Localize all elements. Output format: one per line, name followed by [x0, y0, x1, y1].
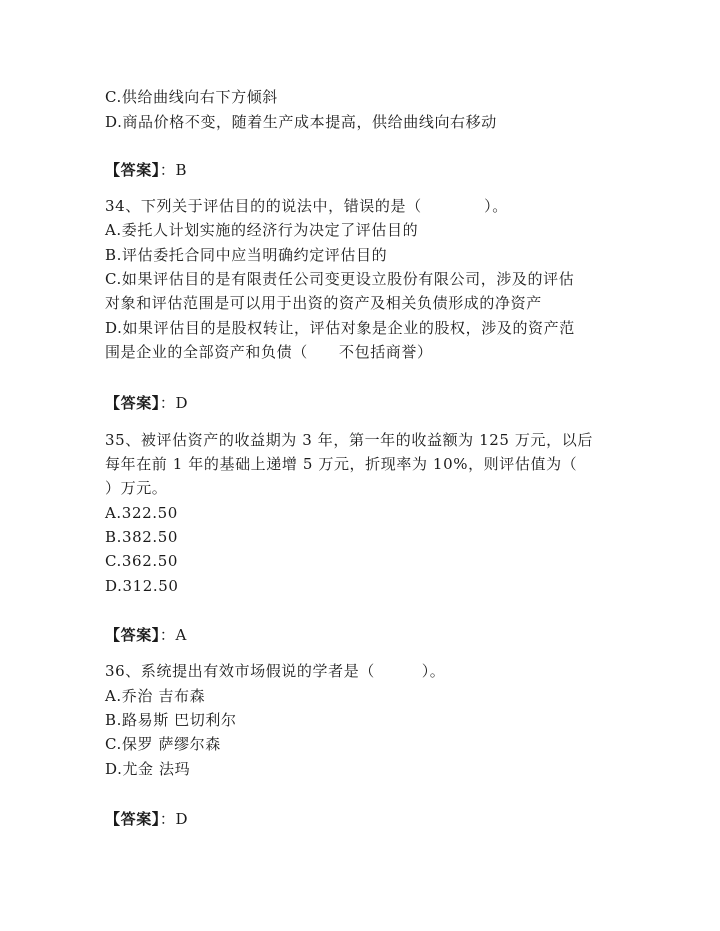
prev-option-d: D.商品价格不变，随着生产成本提高，供给曲线向右移动 [105, 113, 497, 131]
q35-stem-line1: 35、被评估资产的收益期为 3 年，第一年的收益额为 125 万元，以后 [105, 431, 593, 449]
q35-option-d: D.312.50 [105, 577, 179, 595]
answer-label: 【答案】 [105, 394, 160, 412]
q34-option-b: B.评估委托合同中应当明确约定评估目的 [105, 246, 388, 264]
prev-answer [105, 160, 187, 180]
q35-option-b: B.382.50 [105, 528, 179, 546]
q35-stem-line2: 每年在前 1 年的基础上递增 5 万元，折现率为 10%，则评估值为（ [105, 455, 578, 473]
q35-stem-line3: ）万元。 [105, 479, 168, 497]
answer-value: B [175, 161, 188, 179]
q36-option-b: B.路易斯 巴切利尔 [105, 711, 237, 729]
q36-option-c: C.保罗 萨缪尔森 [105, 735, 221, 753]
q34-option-d-line1: D.如果评估目的是股权转让，评估对象是企业的股权，涉及的资产范 [105, 319, 575, 337]
answer-sep: ： [159, 161, 176, 179]
q35-option-a: A.322.50 [105, 504, 178, 522]
q35-answer [105, 625, 187, 645]
answer-label: 【答案】 [105, 810, 160, 828]
q34-answer [105, 393, 188, 413]
q34-option-d-line2: 围是企业的全部资产和负债（ 不包括商誉） [105, 343, 433, 361]
answer-value: D [175, 810, 189, 828]
q34-stem: 34、下列关于评估目的的说法中，错误的是（ ）。 [105, 197, 508, 215]
q36-option-a: A.乔治 吉布森 [105, 687, 206, 705]
q34-option-c-line2: 对象和评估范围是可以用于出资的资产及相关负债形成的净资产 [105, 294, 542, 312]
q36-stem: 36、系统提出有效市场假说的学者是（ ）。 [105, 662, 446, 680]
q36-option-d: D.尤金 法玛 [105, 760, 191, 778]
answer-label: 【答案】 [105, 626, 160, 644]
prev-option-c: C.供给曲线向右下方倾斜 [105, 88, 278, 106]
answer-value: A [175, 626, 187, 644]
answer-sep: ： [159, 394, 176, 412]
answer-sep: ： [159, 810, 176, 828]
q34-option-a: A.委托人计划实施的经济行为决定了评估目的 [105, 221, 419, 239]
q35-option-c: C.362.50 [105, 552, 178, 570]
answer-label: 【答案】 [105, 161, 160, 179]
q34-option-c-line1: C.如果评估目的是有限责任公司变更设立股份有限公司，涉及的评估 [105, 270, 575, 288]
answer-sep: ： [159, 626, 176, 644]
answer-value: D [175, 394, 189, 412]
q36-answer [105, 809, 188, 829]
